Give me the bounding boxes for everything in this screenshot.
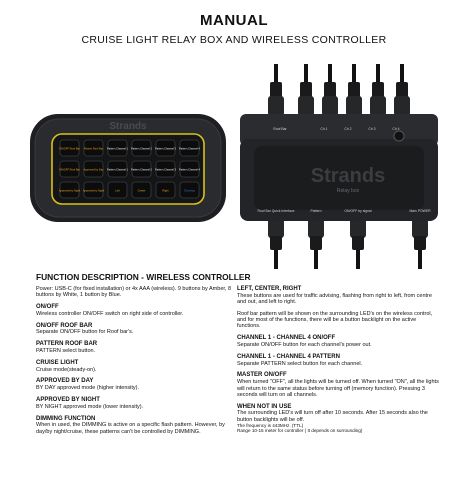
controller-button-label: Dimming (184, 189, 195, 193)
section-text: PATTERN select button. (36, 348, 96, 355)
section-text: When in used, the DIMMING is active on a specific flash pattern. However, by day/by night/cruise, these patterns can't be controlled by DIMMING. (36, 422, 225, 435)
section-title: PATTERN ROOF BAR (36, 341, 98, 348)
controller-button-label: Pattern Roof Bar (83, 147, 104, 151)
section-title: MASTER ON/OFF (237, 372, 287, 379)
relay-mount-hole (394, 131, 404, 141)
controller-button-label: Pattern Channel 3 (155, 147, 176, 151)
connector (270, 82, 282, 98)
connector (270, 236, 282, 250)
right_column-section (237, 404, 441, 434)
section-text: Power: USB-C (for fixed installation) or 4x AAA (wireless). 9 buttons by Amber, 8 buttons by White, 1 button by Blue. (36, 286, 232, 299)
controller-brand: Strands (109, 121, 147, 132)
relay-bottom-label: Main POWER (409, 209, 431, 213)
left-column (36, 286, 232, 441)
section-title: APPROVED BY DAY (36, 378, 94, 385)
section-text: Separate PATTERN select button for each channel. (237, 360, 363, 367)
function-heading: FUNCTION DESCRIPTION - WIRELESS CONTROLLER (36, 272, 251, 282)
section-title: WHEN NOT IN USE (237, 403, 292, 410)
section-text: BY NIGHT approved mode (lower intensity). (36, 403, 144, 410)
relay-bottom-label: ON/OFF by signal (344, 209, 372, 213)
left_column-section (36, 341, 232, 354)
top-cable-connectors (268, 64, 410, 116)
controller-button-label: Pattern Channel 2 (131, 168, 152, 172)
relay-top-label: Ch 3 (368, 127, 376, 131)
relay-bottom-label: Roof Bar Quick Interface (257, 209, 295, 213)
section-text: BY DAY approved mode (higher intensity). (36, 385, 140, 392)
relay-box (240, 64, 438, 269)
section-text: Roof bar pattern will be shown on the surrounding LED's on the wireless control, and for most of the functions, there will be a button backlight on the active functions. (237, 310, 433, 330)
controller-button-label: Approved by Day (83, 168, 104, 172)
connector-gland (394, 96, 410, 116)
wireless-controller (30, 114, 226, 222)
section-title: LEFT, CENTER, RIGHT (237, 286, 302, 292)
connector (324, 82, 336, 98)
controller-button-label: Center (137, 189, 146, 193)
section-text: Wireless controller ON/OFF switch on right side of controller. (36, 310, 184, 317)
section-title: DIMMING FUNCTION (36, 415, 96, 422)
connector (348, 82, 360, 98)
section-text: Cruise mode(steady-on). (36, 366, 97, 373)
right-column (237, 286, 441, 439)
section-title: CHANNEL 1 - CHANNEL 4 ON/OFF (237, 335, 336, 342)
section-text: Separate ON/OFF button for Roof bar's. (36, 329, 134, 336)
manual-title: MANUAL (200, 12, 268, 29)
controller-button-label: Left (115, 189, 120, 193)
footnote-line2: Range 10-15 meter for controller ( It depends on surrounding) (237, 428, 363, 434)
connector (372, 82, 384, 98)
controller-button-label: Approved by Night (58, 189, 81, 193)
product-figure (28, 64, 444, 269)
bottom-cable-connectors (268, 218, 428, 269)
controller-button-label: Approved by Night (82, 189, 105, 193)
footnote-line1: The frequency is 443MHz. (TTL) (237, 423, 304, 429)
relay-bottom-label: Pattern (310, 209, 322, 213)
connector-gland (370, 96, 386, 116)
controller-button-label: Pattern Channel 4 (179, 147, 200, 151)
section-title: CHANNEL 1 - CHANNEL 4 PATTERN (237, 353, 340, 360)
controller-button-label: ON/OFF Roof Bar (59, 168, 80, 172)
left_column-section (36, 397, 232, 410)
manual-subtitle: CRUISE LIGHT RELAY BOX AND WIRELESS CONTROLLER (81, 34, 387, 46)
section-title: ON/OFF ROOF BAR (36, 322, 93, 329)
left_column-section (36, 416, 232, 435)
connector-gland (268, 96, 284, 116)
relay-top-label: Ch 4 (392, 127, 400, 131)
left_column-section (36, 304, 232, 317)
section-title: CRUISE LIGHT (36, 359, 79, 366)
connector (414, 236, 426, 250)
right_column-section (237, 335, 441, 348)
relay-top-label: Ch 2 (344, 127, 352, 131)
right_column-section (237, 372, 441, 398)
left_column-section (36, 378, 232, 391)
section-text: These buttons are used for traffic advising, flashing from right to left, from centre and out, and left to right. (237, 292, 432, 306)
left_column-section (36, 286, 232, 299)
relay-top-label: Roof Bar (273, 127, 287, 131)
connector-gland (346, 96, 362, 116)
connector-gland (322, 96, 338, 116)
relay-brand: Strands (310, 165, 386, 187)
connector-gland (298, 96, 314, 116)
connector (300, 82, 312, 98)
controller-button-label: Pattern Channel 2 (131, 147, 152, 151)
relay-top-label: Ch 1 (320, 127, 328, 131)
section-title: APPROVED BY NIGHT (36, 397, 100, 404)
section-text: The surrounding LED's will turn off after 10 seconds. After 15 seconds also the button backlights will be off. (237, 410, 428, 423)
left_column-section (36, 323, 232, 336)
controller-button-label: ON/OFF Roof Bar (59, 147, 80, 151)
section-text: Separate ON/OFF button for each channel's power out. (237, 342, 372, 349)
section-title: ON/OFF (36, 304, 59, 311)
relay-tagline: Relay box (336, 188, 360, 194)
controller-button-label: Pattern Channel 1 (107, 168, 128, 172)
right_column-section (237, 286, 441, 305)
controller-button-label: Pattern Channel 1 (107, 147, 128, 151)
connector (310, 236, 322, 250)
left_column-section (36, 360, 232, 373)
connector (352, 236, 364, 250)
connector (396, 82, 408, 98)
section-text: When turned "OFF", all the lights will be turned off. When turned "ON", all the lights will return to the same status before turning off (memory function). Pressing 3 seconds will turn on all channels. (237, 379, 439, 398)
controller-button-label: Pattern Channel 3 (155, 168, 176, 172)
controller-button-label: Pattern Channel 4 (179, 168, 200, 172)
controller-button-label: Right (162, 189, 169, 193)
right_column-section (237, 354, 441, 367)
right_column-section (237, 311, 441, 330)
